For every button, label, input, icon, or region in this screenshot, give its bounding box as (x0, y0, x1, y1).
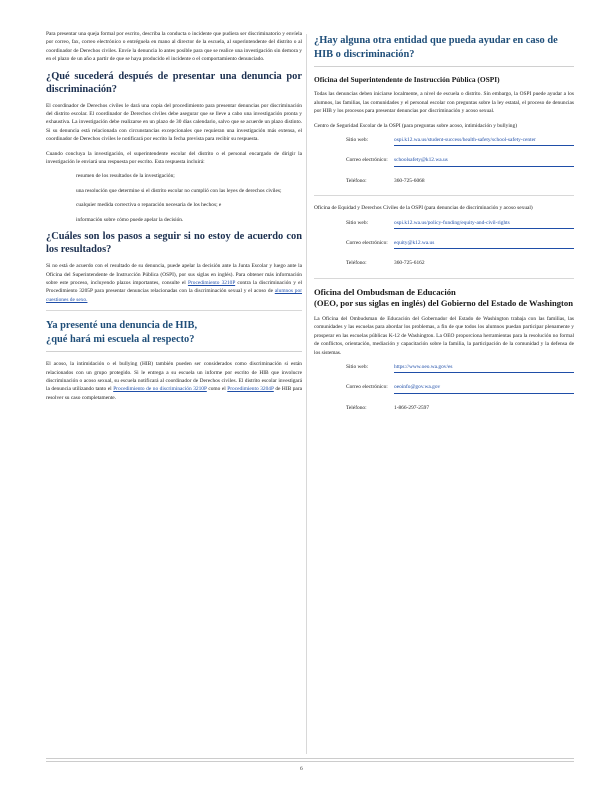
contact-email-row (346, 383, 574, 393)
safety-center-phone: 360-725-6068 (394, 177, 425, 184)
phone-label: Teléfono: (346, 260, 367, 267)
email-label: Correo electrónico: (346, 157, 388, 164)
section-separator (46, 310, 302, 311)
web-label: Sitio web: (346, 137, 369, 144)
heading-oeo-line1: Oficina del Ombudsman de Educación (314, 286, 456, 297)
paragraph-ospi: Todas las denuncias deben iniciarse localmente, a nivel de escuela o distrito. Sin embargo, la OSPI puede ayudar a los alumnos, las familias, las comunidades y el personal escolar con preguntas sobre la ley estatal, el proceso de denuncias por HIB y los procesos para presentar denuncias por discriminación y acoso sexual. (314, 91, 574, 115)
heading-hib-report (46, 319, 302, 352)
contact-equity-office (314, 219, 574, 268)
contact-phone-row (346, 177, 574, 185)
phone-label: Teléfono: (346, 177, 367, 184)
paragraph-hib (46, 360, 302, 402)
section-separator (314, 195, 574, 196)
heading-oeo-line2: (OEO, por sus siglas en inglés) del Gobierno del Estado de Washington (314, 297, 573, 308)
page-number: 6 (300, 766, 303, 772)
heading-ospi: Oficina del Superintendente de Instrucción Pública (OSPI) (314, 75, 500, 84)
web-label: Sitio web: (346, 219, 369, 226)
footer-rule (46, 761, 574, 762)
section-separator (314, 278, 574, 279)
equity-web-link[interactable]: ospi.k12.wa.us/policy-funding/equity-and-civil-rights (394, 219, 574, 229)
paragraph-safety-center: Centro de Seguridad Escolar de la OSPI (para preguntas sobre acoso, intimidación y bullying) (314, 122, 517, 129)
equity-email-link[interactable]: equity@k12.wa.us (394, 239, 574, 249)
left-column (46, 30, 302, 408)
equity-phone: 360-725-6162 (394, 260, 425, 267)
list-item: una resolución que determine si el distrito escolar no cumplió con las leyes de derechos civiles; (76, 187, 282, 194)
heading-what-happens: ¿Qué sucederá después de presentar una denuncia por discriminación? (46, 70, 302, 95)
heading-hib-line1: Ya presenté una denuncia de HIB, (46, 320, 198, 332)
web-label: Sitio web: (346, 363, 369, 370)
heading-appeal-steps: ¿Cuáles son los pasos a seguir si no estoy de acuerdo con los resultados? (46, 231, 302, 256)
heading-other-entity: ¿Hay alguna otra entidad que pueda ayudar en caso de HIB o discriminación? (314, 34, 574, 67)
email-label: Correo electrónico: (346, 240, 388, 247)
contact-web-row (346, 219, 574, 229)
list-item: información sobre cómo puede apelar la decisión. (76, 216, 184, 223)
oeo-email-link[interactable]: oeoinfo@gov.wa.gov (394, 383, 574, 393)
procedure-3205p-link[interactable]: alumnos por cuestiones de sexo. (46, 288, 302, 303)
oeo-phone: 1-866-297-2597 (394, 404, 430, 411)
paragraph-appeal (46, 262, 302, 304)
safety-center-email-link[interactable]: schoolsafety@k12.wa.us (394, 156, 574, 166)
right-column (314, 30, 574, 422)
heading-hib-line2: ¿qué hará mi escuela al respecto? (46, 334, 195, 346)
appeal-text-a: Si no está de acuerdo con el resultado de su denuncia, puede apelar la decisión ante la Junta Escolar y luego ante la Oficina del Superintendente de Instrucción Pública (OSPI), por sus siglas en inglés). Para obtener más información sobre este proceso, incluyendo plazos importantes, consulte el (46, 263, 302, 286)
list-item: resumen de los resultados de la investigación; (76, 173, 175, 180)
procedure-3204p-link[interactable]: Procedimiento 3204P (227, 386, 274, 393)
contact-email-row (346, 156, 574, 166)
response-list (46, 172, 302, 224)
contact-safety-center (314, 136, 574, 185)
footer-rule (46, 758, 574, 759)
contact-web-row (346, 136, 574, 146)
hib-text-a: El acoso, la intimidación o el bullying (HIB) también pueden ser considerados como discriminación si están relacionados con un grupo protegido. Si le entrega a su escuela un informe por escrito de HIB que involucre discriminación o acoso sexual, su escuela notificará al coordinador de Derechos civiles. El distrito escolar investigará la denuncia utilizando tanto el (46, 361, 302, 393)
paragraph-oeo: La Oficina del Ombudsman de Educación del Gobernador del Estado de Washington trabaja con las familias, las comunidades y las escuelas para abordar los problemas, a fin de que todos los alumnos puedan participar plenamente y prosperar en las escuelas públicas K-12 de Washington. La OEO proporciona herramientas para la resolución no formal de conflictos, orientación, mediación y capacitación sobre la familia, la participación de la comunidad y la defensa de los sistemas. (314, 315, 574, 356)
hib-text-c: de HIB para resolver su caso completamente. (46, 386, 303, 401)
paragraph-investigation: El coordinador de Derechos civiles le dará una copia del procedimiento para presentar denuncias por discriminación del distrito escolar. El coordinador de Derechos civiles debe asegurar que se lleve a cabo una investigación pronta y exhaustiva. La investigación debe realizarse en un plazo de 30 días calendario, salvo que se acuerde un plazo distinto. Si su denuncia está relacionada con circunstancias excepcionales que requieran una investigación más extensa, el coordinador de Derechos civiles le notificará por escrito la fecha prevista para recibir su respuesta. (46, 102, 302, 143)
oeo-web-link[interactable]: https://www.oeo.wa.gov/es (394, 363, 574, 373)
contact-oeo (314, 363, 574, 412)
appeal-text-b: contra la discriminación y el Procedimiento 3205P para presentar denuncias relacionadas con la discriminación sexual y el acoso de (46, 279, 303, 295)
phone-label: Teléfono: (346, 404, 367, 411)
safety-center-web-link[interactable]: ospi.k12.wa.us/student-success/health-safety/school-safety-center (394, 136, 574, 146)
hib-text-b: como el (208, 386, 226, 393)
intro-paragraph: Para presentar una queja formal por escrito, describa la conducta o incidente que pudiera ser discriminatorio y envíela por correo, fax, correo electrónico o entréguela en mano al director de la escuela, al superintendente del distrito o al coordinador de Derechos civiles. Envíe la denuncia lo antes posible para que se realice una investigación sin demora y en el plazo de un año a partir de que se haya producido el incidente o el comportamiento denunciado. (46, 31, 302, 63)
paragraph-response: Cuando concluya la investigación, el superintendente escolar del distrito o el personal encargado de dirigir la investigación le enviará una respuesta por escrito. Esta respuesta incluirá: (46, 150, 302, 166)
contact-email-row (346, 239, 574, 249)
contact-phone-row (346, 404, 574, 412)
email-label: Correo electrónico: (346, 384, 388, 391)
list-item: cualquier medida correctiva o reparación necesaria de los hechos; e (76, 202, 222, 209)
column-divider (306, 34, 307, 754)
procedure-nondiscrimination-link[interactable]: Procedimiento de no discriminación 3210P (113, 386, 207, 393)
contact-web-row (346, 363, 574, 373)
procedure-3210p-link[interactable]: Procedimiento 3210P (187, 279, 236, 286)
heading-oeo (314, 287, 574, 309)
contact-phone-row (346, 259, 574, 267)
paragraph-equity-office: Oficina de Equidad y Derechos Civiles de la OSPI (para denuncias de discriminación y acoso sexual) (314, 205, 533, 212)
